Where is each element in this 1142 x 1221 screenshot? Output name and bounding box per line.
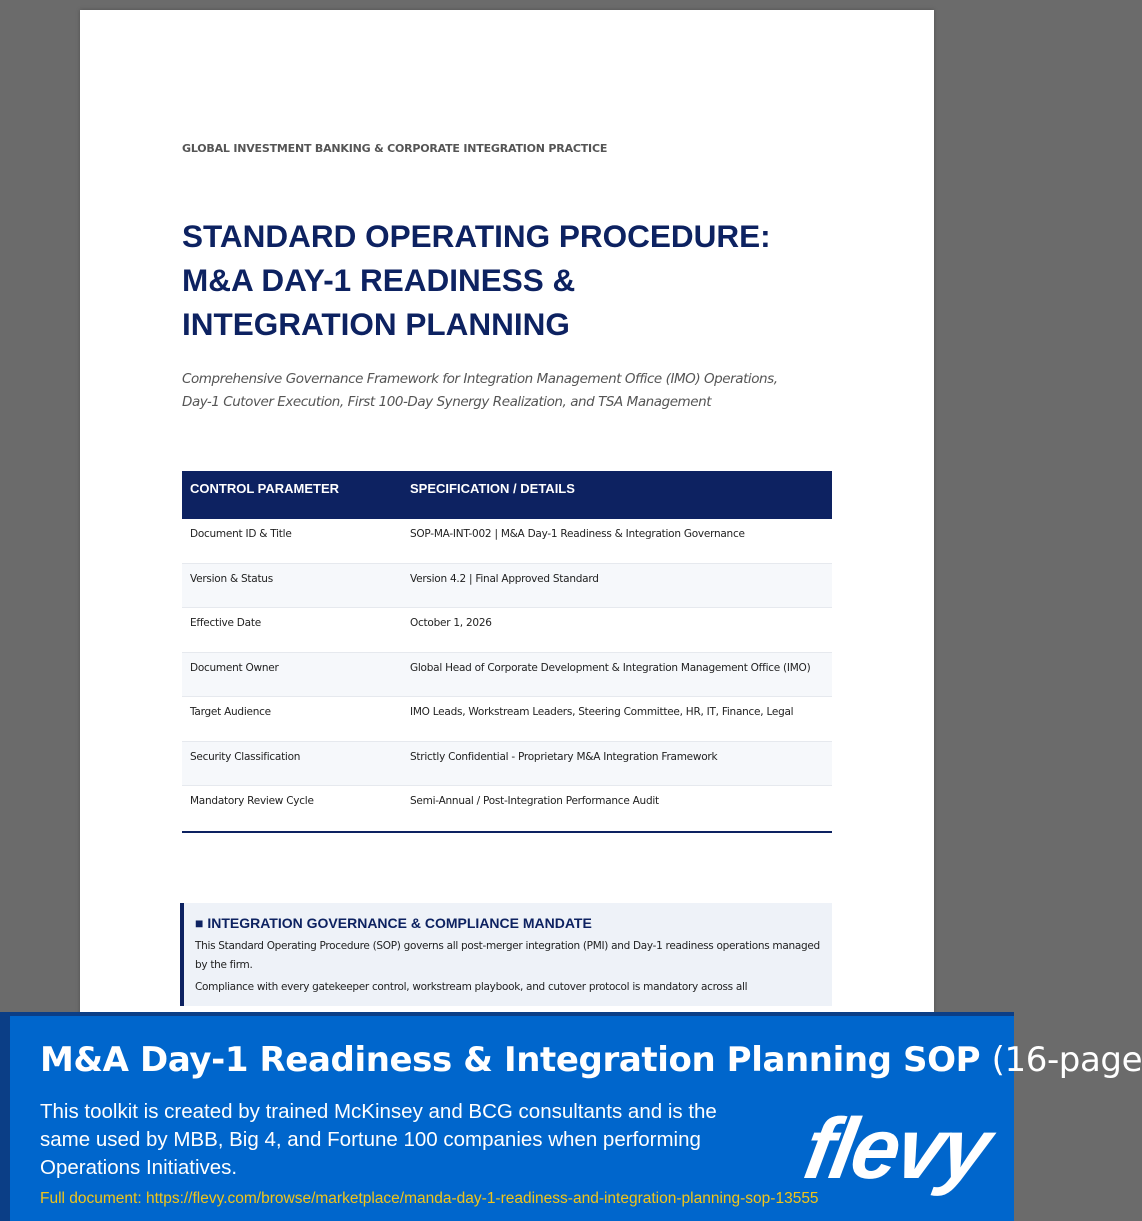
table-row	[182, 608, 832, 653]
table-header-row	[182, 471, 832, 519]
table-cell-parameter: Security Classification	[190, 750, 301, 763]
table-cell-details: Strictly Confidential - Proprietary M&A Integration Framework	[410, 750, 718, 763]
table-cell-details: SOP-MA-INT-002 | M&A Day-1 Readiness & Integration Governance	[410, 528, 745, 540]
control-table	[182, 471, 832, 833]
banner-description-line: Operations Initiatives.	[40, 1156, 238, 1179]
document-subtitle	[182, 368, 842, 414]
table-cell-parameter: Document ID & Title	[190, 528, 292, 540]
table-header-cell: SPECIFICATION / DETAILS	[410, 481, 575, 496]
banner-description-line: same used by MBB, Big 4, and Fortune 100 companies when performing	[40, 1128, 701, 1151]
table-row	[182, 653, 832, 698]
table-cell-details: Global Head of Corporate Development & Integration Management Office (IMO)	[410, 661, 811, 674]
table-cell-details: October 1, 2026	[410, 617, 492, 629]
document-title	[182, 214, 842, 346]
table-header-cell: CONTROL PARAMETER	[190, 481, 340, 496]
mandate-heading: ■ INTEGRATION GOVERNANCE & COMPLIANCE MANDATE	[195, 915, 592, 931]
table-row	[182, 786, 832, 831]
promo-banner	[0, 1012, 1142, 1221]
flevy-logo[interactable]: flevy	[797, 1101, 996, 1197]
title-line: STANDARD OPERATING PROCEDURE:	[182, 218, 771, 254]
banner-description	[40, 1098, 720, 1182]
banner-title	[40, 1040, 1142, 1080]
banner-description-line: This toolkit is created by trained McKinsey and BCG consultants and is the	[40, 1100, 717, 1123]
table-row	[182, 519, 832, 564]
table-cell-details: Semi-Annual / Post-Integration Performance Audit	[410, 795, 659, 807]
mandate-paragraph: This Standard Operating Procedure (SOP) governs all post-merger integration (PMI) and Day-1 readiness operations managed by the firm.	[195, 940, 820, 971]
governance-mandate-box	[180, 903, 832, 1006]
title-line: INTEGRATION PLANNING	[182, 306, 570, 342]
title-line: M&A DAY-1 READINESS &	[182, 262, 576, 298]
subtitle-line: Day-1 Cutover Execution, First 100-Day Synergy Realization, and TSA Management	[182, 394, 712, 410]
table-cell-parameter: Version & Status	[190, 572, 273, 585]
mandate-paragraph: Compliance with every gatekeeper control, workstream playbook, and cutover protocol is mandatory across all	[195, 981, 748, 993]
table-cell-parameter: Document Owner	[190, 661, 279, 674]
table-cell-parameter: Effective Date	[190, 617, 261, 629]
banner-title-suffix: (16-page	[991, 1040, 1142, 1080]
banner-title-main: M&A Day-1 Readiness & Integration Planning SOP	[40, 1040, 981, 1080]
table-row	[182, 697, 832, 742]
table-cell-details: IMO Leads, Workstream Leaders, Steering Committee, HR, IT, Finance, Legal	[410, 706, 794, 718]
table-row	[182, 742, 832, 787]
table-cell-parameter: Target Audience	[190, 706, 271, 718]
practice-label: GLOBAL INVESTMENT BANKING & CORPORATE INTEGRATION PRACTICE	[182, 142, 608, 155]
table-row	[182, 564, 832, 609]
full-document-link[interactable]: Full document: https://flevy.com/browse/marketplace/manda-day-1-readiness-and-integration-planning-sop-13555	[40, 1190, 819, 1207]
table-cell-details: Version 4.2 | Final Approved Standard	[410, 572, 599, 585]
subtitle-line: Comprehensive Governance Framework for Integration Management Office (IMO) Operations,	[182, 371, 778, 387]
table-cell-parameter: Mandatory Review Cycle	[190, 795, 314, 807]
